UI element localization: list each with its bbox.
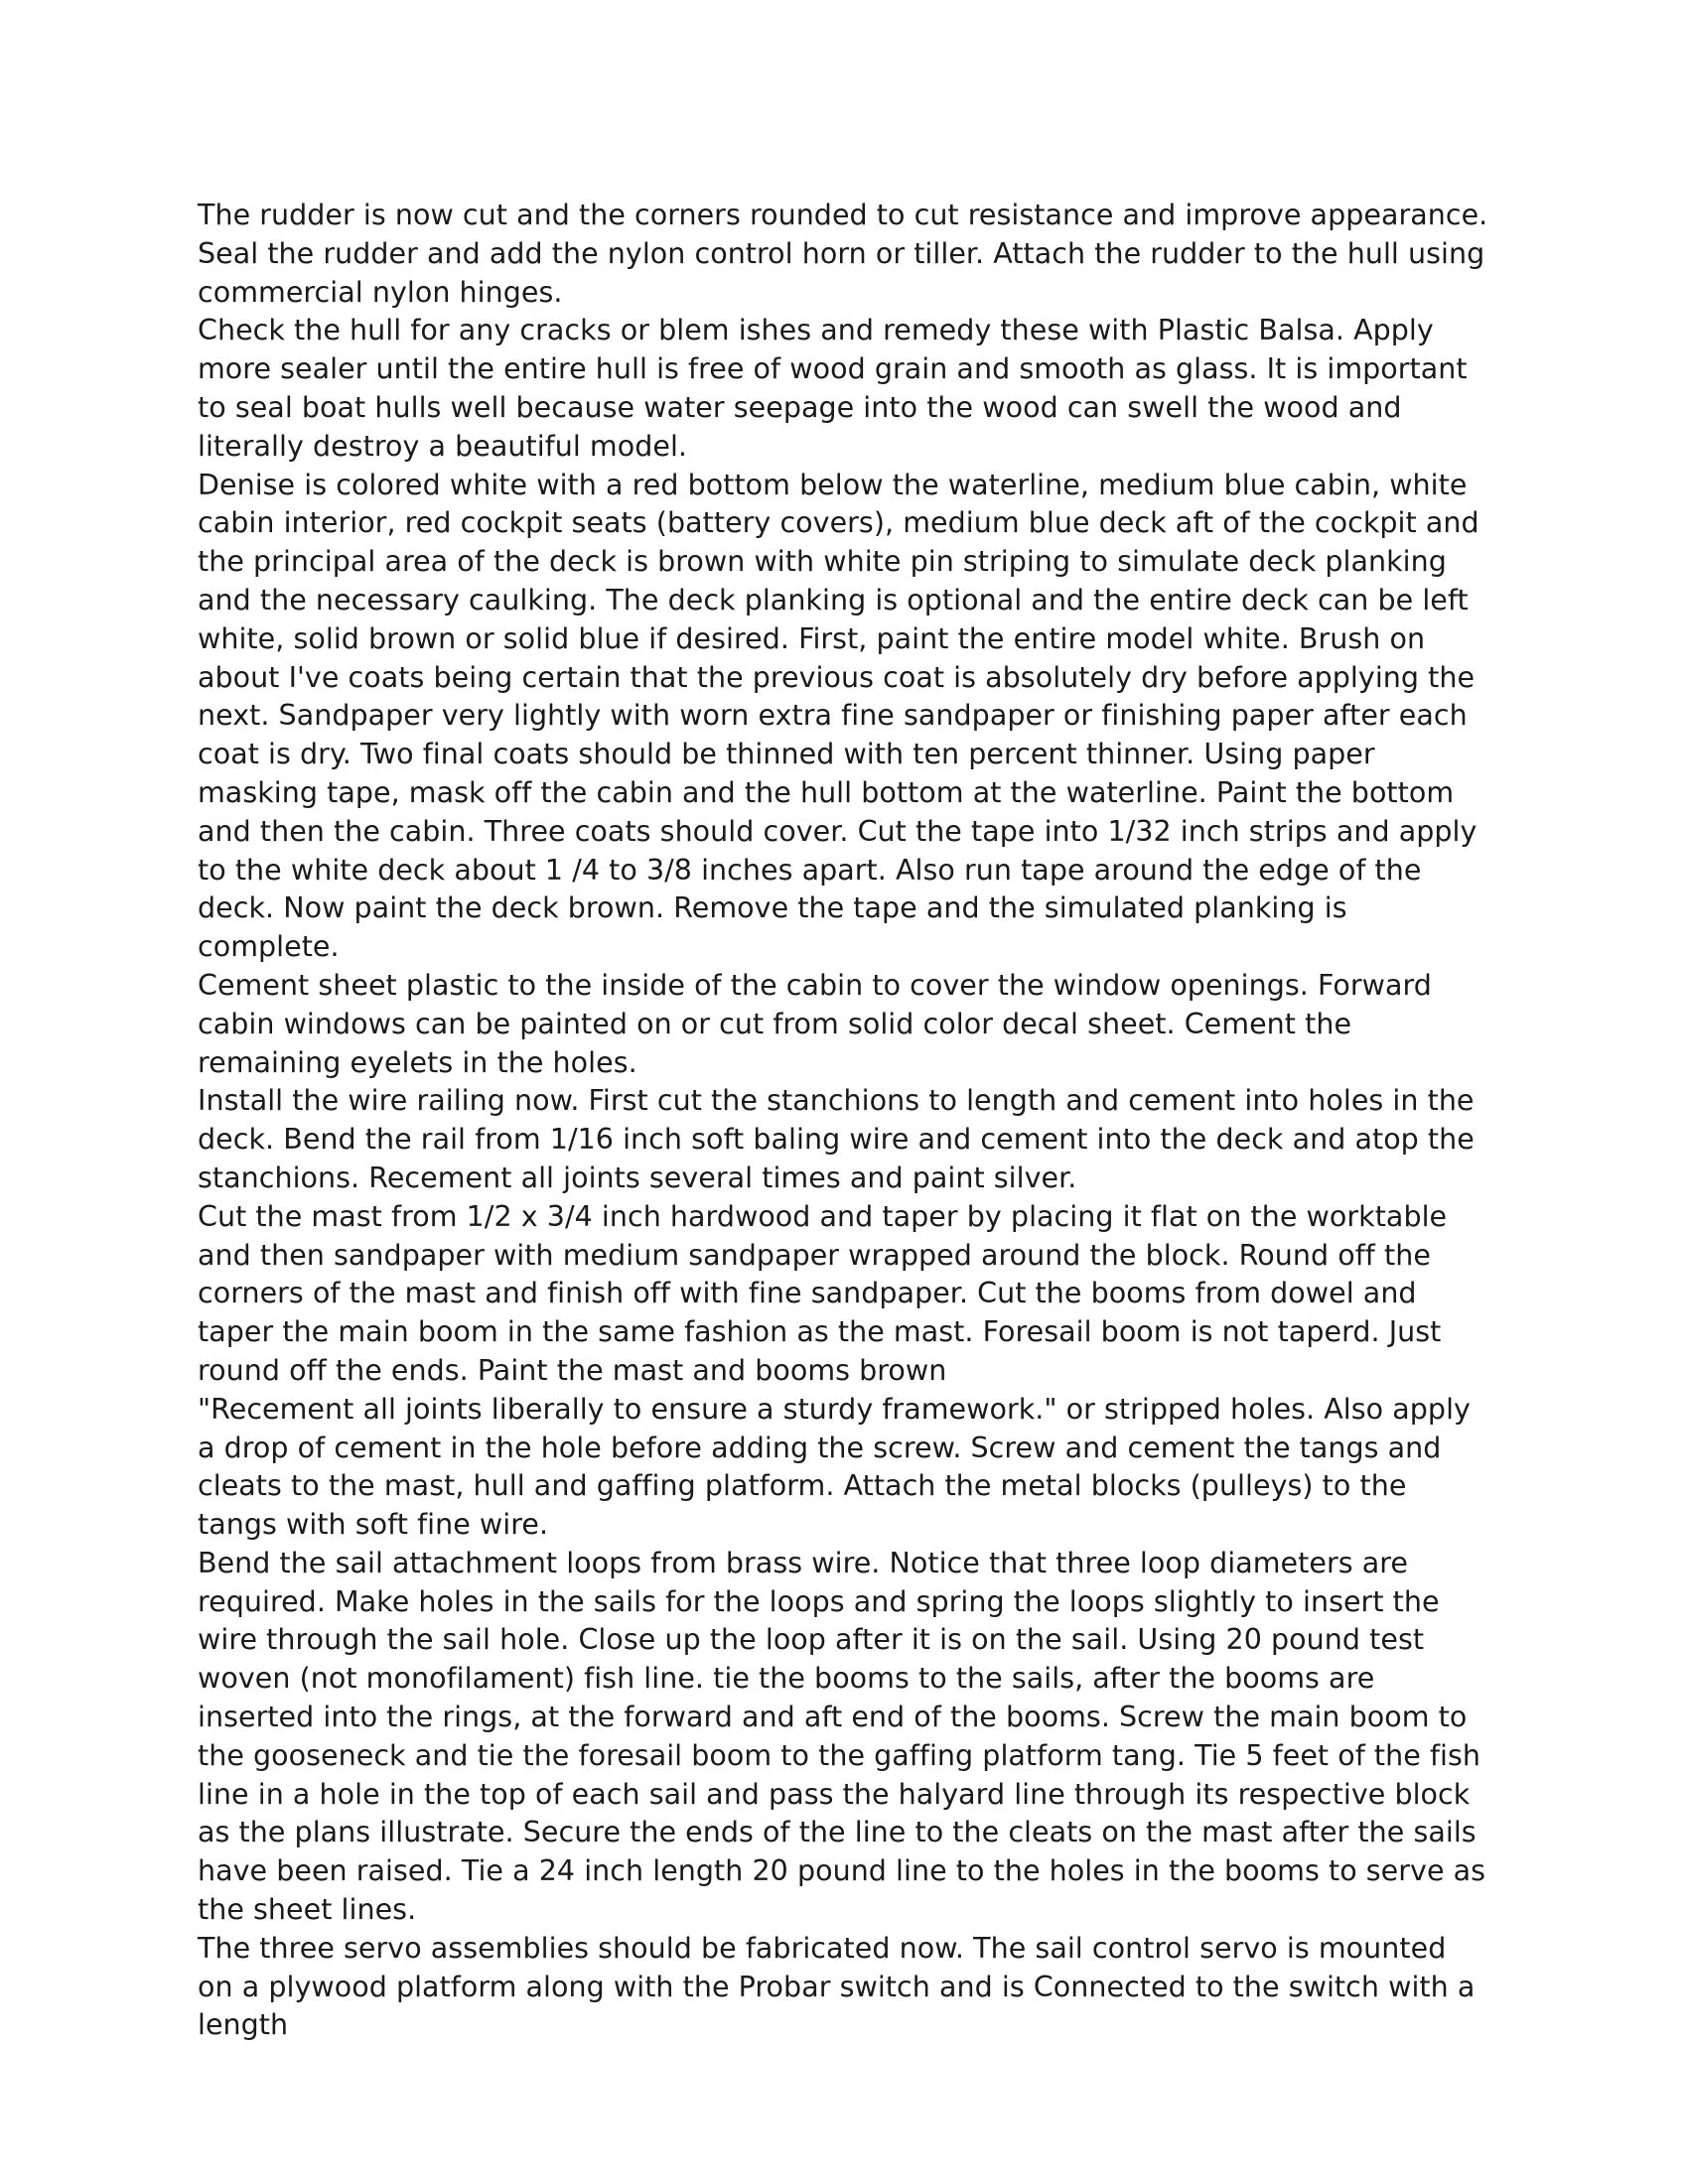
- paragraph-sail-loops: Bend the sail attachment loops from brass wire. Notice that three loop diameters are required. Make holes in the sails for the loops and spring the loops slightly to insert the wire through the sail hole. Close up the loop after it is on the sail. Using 20 pound test woven (not monofilament) fish line. tie the booms to the sails, after the booms are inserted into the rings, at the forward and aft end of the booms. Screw the main boom to the gooseneck and tie the foresail boom to the gaffing platform tang. Tie 5 feet of the fish line in a hole in the top of each sail and pass the halyard line through its respective block as the plans illustrate. Secure the ends of the line to the cleats on the mast after the sails have been raised. Tie a 24 inch length 20 pound line to the holes in the booms to serve as the sheet lines.: [198, 1546, 1486, 1927]
- paragraph-mast: Cut the mast from 1/2 x 3/4 inch hardwood and taper by placing it flat on the worktable and then sandpaper with medium sandpaper wrapped around the block. Round off the corners of the mast and finish off with fine sandpaper. Cut the booms from dowel and taper the main boom in the same fashion as the mast. Foresail boom is not taperd. Just round off the ends. Paint the mast and booms brown: [198, 1199, 1448, 1387]
- paragraph-cabin-windows: Cement sheet plastic to the inside of the cabin to cover the window openings. Forward cabin windows can be painted on or cut from solid color decal sheet. Cement the remaining eyelets in the holes.: [198, 968, 1432, 1079]
- paragraph-recement: "Recement all joints liberally to ensure a sturdy framework." or stripped holes. Also apply a drop of cement in the hole before adding the screw. Screw and cement the tangs and cleats to the mast, hull and gaffing platform. Attach the metal blocks (pulleys) to the tangs with soft fine wire.: [198, 1392, 1471, 1542]
- paragraph-rudder: The rudder is now cut and the corners rounded to cut resistance and improve appearance. Seal the rudder and add the nylon control horn or tiller. Attach the rudder to the hull using commercial nylon hinges.: [198, 199, 1488, 309]
- paragraph-servo: The three servo assemblies should be fabricated now. The sail control servo is mounted on a plywood platform along with the Probar switch and is Connected to the switch with a length: [198, 1931, 1476, 2042]
- document-body: [198, 197, 1488, 2045]
- paragraph-wire-railing: Install the wire railing now. First cut the stanchions to length and cement into holes in the deck. Bend the rail from 1/16 inch soft baling wire and cement into the deck and atop the stanchions. Recement all joints several times and paint silver.: [198, 1084, 1475, 1194]
- paragraph-hull-check: Check the hull for any cracks or blem ishes and remedy these with Plastic Balsa. Apply more sealer until the entire hull is free of wood grain and smooth as glass. It is important to seal boat hulls well because water seepage into the wood can swell the wood and literally destroy a beautiful model.: [198, 314, 1468, 463]
- paragraph-painting: Denise is colored white with a red bottom below the waterline, medium blue cabin, white cabin interior, red cockpit seats (battery covers), medium blue deck aft of the cockpit and the principal area of the deck is brown with white pin striping to simulate deck planking and the necessary caulking. The deck planking is optional and the entire deck can be left white, solid brown or solid blue if desired. First, paint the entire model white. Brush on about I've coats being certain that the previous coat is absolutely dry before applying the next. Sandpaper very lightly with worn extra fine sandpaper or finishing paper after each coat is dry. Two final coats should be thinned with ten percent thinner. Using paper masking tape, mask off the cabin and the hull bottom at the waterline. Paint the bottom and then the cabin. Three coats should cover. Cut the tape into 1/32 inch strips and apply to the white deck about 1 /4 to 3/8 inches apart. Also run tape around the edge of the deck. Now paint the deck brown. Remove the tape and the simulated planking is complete.: [198, 468, 1479, 964]
